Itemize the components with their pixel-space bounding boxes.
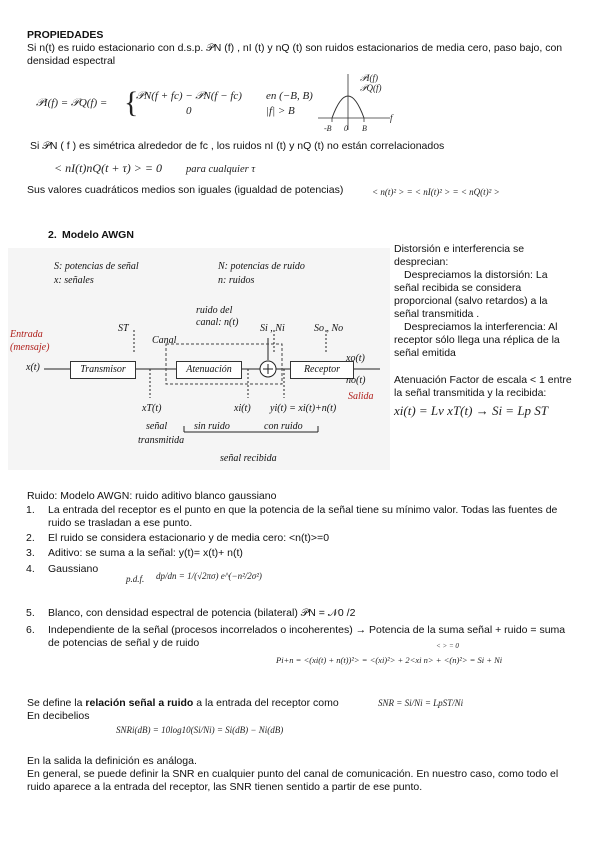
no-noise-label: sin ruido bbox=[194, 421, 230, 432]
symmetric-paragraph: Si 𝒫N ( f ) es simétrica alrededor de fc , los ruidos nI (t) y nQ (t) no están correlacionados bbox=[30, 140, 445, 152]
side-interference: Despreciamos la interferencia: Al receptor sólo llega una réplica de la señal emitida bbox=[394, 321, 560, 359]
graph-tick-label: B bbox=[362, 124, 367, 133]
graph-tick-label: 0 bbox=[344, 124, 348, 133]
side-equation: xi(t) = Lv xT(t) → Si = Lp ST bbox=[394, 403, 549, 418]
so-no-label: So , No bbox=[314, 323, 344, 334]
snr-db-equation: SNRi(dB) = 10log10(Si/Ni) = Si(dB) − Ni(dB) bbox=[116, 725, 284, 735]
output-label: Salida bbox=[348, 391, 374, 402]
snr-def-bold: relación señal a ruido bbox=[85, 697, 194, 709]
snr-def-post: a la entrada del receptor como bbox=[193, 697, 339, 709]
intro-paragraph: Si n(t) es ruido estacionario con d.s.p. 𝒫N (f) , nI (t) y nQ (t) son ruidos estacionarios de media cero, paso bajo, con densidad espectral bbox=[27, 42, 563, 67]
side-column bbox=[394, 243, 574, 419]
legend-signal-power: S: potencias de señal bbox=[54, 261, 139, 272]
section-title: PROPIEDADES bbox=[27, 29, 104, 41]
spectrum-graph bbox=[318, 72, 398, 134]
xi-label: xi(t) bbox=[234, 403, 251, 414]
awgn-block-diagram bbox=[8, 248, 390, 470]
channel-label: Canal bbox=[152, 335, 177, 346]
output-noise-label: no(t) bbox=[346, 375, 366, 386]
output-definition: En la salida la definición es análoga. bbox=[27, 755, 197, 767]
list-item bbox=[26, 624, 578, 650]
graph-label2: 𝒫Q(f) bbox=[360, 83, 382, 93]
list-number: 2. bbox=[26, 532, 35, 544]
sum-equation: Pi+n = <(xi(t) + n(t))²> = <(xi)²> + 2<xi n> + <(n)²> = Si + Ni bbox=[276, 655, 503, 665]
spectral-density-equation bbox=[36, 88, 326, 122]
legend-signals: x: señales bbox=[54, 275, 94, 286]
eq-lhs: 𝒫I(f) = 𝒫Q(f) = bbox=[36, 97, 108, 109]
with-noise-label: con ruido bbox=[264, 421, 303, 432]
side-attenuation: Atenuación Factor de escala < 1 entre la señal transmitida y la recibida: bbox=[394, 374, 572, 399]
power-paragraph: Sus valores cuadráticos medios son iguales (igualdad de potencias) bbox=[27, 184, 344, 196]
section-number: 2. bbox=[48, 229, 57, 241]
snr-def-pre: Se define la bbox=[27, 697, 86, 709]
list-text: Independiente de la señal (procesos incorrelados o incoherentes) → Potencia de la suma señal + ruido = suma de potencias de señal y de ruido bbox=[48, 624, 566, 649]
brace: { bbox=[124, 86, 139, 119]
list-number: 1. bbox=[26, 504, 35, 516]
si-ni-label: Si , Ni bbox=[260, 323, 285, 334]
tx-signal-label1: señal bbox=[146, 421, 168, 432]
st-label: ST bbox=[118, 323, 129, 334]
eq-cond1: en (−B, B) bbox=[266, 90, 313, 102]
list-item bbox=[26, 504, 578, 530]
yi-label: yi(t) = xi(t)+n(t) bbox=[270, 403, 337, 414]
list-text: La entrada del receptor es el punto en que la potencia de la señal tiene su mínimo valor. Todas las fuentes de ruido se trasladan a ese punto. bbox=[48, 504, 558, 529]
list-number: 6. bbox=[26, 624, 35, 636]
power-equation: < n(t)² > = < nI(t)² > = < nQ(t)² > bbox=[372, 187, 500, 197]
receiver-block: Receptor bbox=[290, 361, 354, 379]
pdf-equation: dp/dn = 1/(√2πσ) e^(−n²/2σ²) bbox=[156, 571, 262, 581]
general-paragraph: En general, se puede definir la SNR en cualquier punto del canal de comunicación. En nuestro caso, como todo el ruido aparece a la entrada del receptor, las SNR tienen sentido a partir de ese punto. bbox=[27, 768, 559, 793]
eq-case1: 𝒫N(f + fc) − 𝒫N(f − fc) bbox=[136, 90, 242, 102]
list-number: 4. bbox=[26, 563, 35, 575]
transmitter-block: Transmisor bbox=[70, 361, 136, 379]
correlation-condition: para cualquier τ bbox=[186, 164, 256, 175]
input-label: Entrada bbox=[10, 329, 43, 340]
graph-label1: 𝒫I(f) bbox=[360, 73, 378, 83]
list-item bbox=[26, 532, 588, 545]
list-item bbox=[26, 607, 588, 620]
list-number: 5. bbox=[26, 607, 35, 619]
list-text: Aditivo: se suma a la señal: y(t)= x(t)+ n(t) bbox=[48, 547, 243, 559]
eq-cond2: |f| > B bbox=[266, 105, 295, 117]
graph-axis-label: f bbox=[390, 113, 393, 123]
side-intro: Distorsión e interferencia se desprecian: bbox=[394, 243, 525, 268]
legend-noises: n: ruidos bbox=[218, 275, 255, 286]
snr-definition bbox=[27, 697, 339, 710]
graph-tick-label: -B bbox=[324, 124, 332, 133]
pdf-label: p.d.f. bbox=[126, 574, 145, 584]
section-heading: Modelo AWGN bbox=[62, 229, 134, 241]
list-number: 3. bbox=[26, 547, 35, 559]
diagram-lines bbox=[8, 248, 390, 470]
list-text: Gaussiano bbox=[48, 563, 99, 575]
sum-note: < > = 0 bbox=[436, 642, 459, 650]
tx-signal-label2: transmitida bbox=[138, 435, 185, 446]
list-item bbox=[26, 547, 588, 560]
received-signal-label: señal recibida bbox=[220, 453, 277, 464]
list-text: Blanco, con densidad espectral de potencia (bilateral) 𝒫N = 𝒩0 /2 bbox=[48, 607, 356, 619]
side-distortion: Despreciamos la distorsión: La señal recibida se considera proporcional (salvo retardos) a la señal transmitida . bbox=[394, 269, 548, 320]
xT-label: xT(t) bbox=[142, 403, 162, 414]
attenuation-block: Atenuación bbox=[176, 361, 242, 379]
snr-equation: SNR = Si/Ni = LpST/Ni bbox=[378, 698, 464, 708]
output-signal-label: xo(t) bbox=[346, 353, 365, 364]
channel-noise-label1: ruido del bbox=[196, 305, 233, 316]
noise-title: Ruido: Modelo AWGN: ruido aditivo blanco gaussiano bbox=[27, 490, 277, 502]
message-label: (mensaje) bbox=[10, 342, 50, 353]
channel-noise-label2: canal: n(t) bbox=[196, 317, 239, 328]
legend-noise-power: N: potencias de ruido bbox=[218, 261, 305, 272]
input-signal-label: x(t) bbox=[26, 362, 40, 373]
list-text: El ruido se considera estacionario y de media cero: <n(t)>=0 bbox=[48, 532, 330, 544]
correlation-equation: < nI(t)nQ(t + τ) > = 0 bbox=[54, 161, 162, 175]
eq-case2: 0 bbox=[186, 105, 192, 117]
decibels-label: En decibelios bbox=[27, 710, 90, 722]
